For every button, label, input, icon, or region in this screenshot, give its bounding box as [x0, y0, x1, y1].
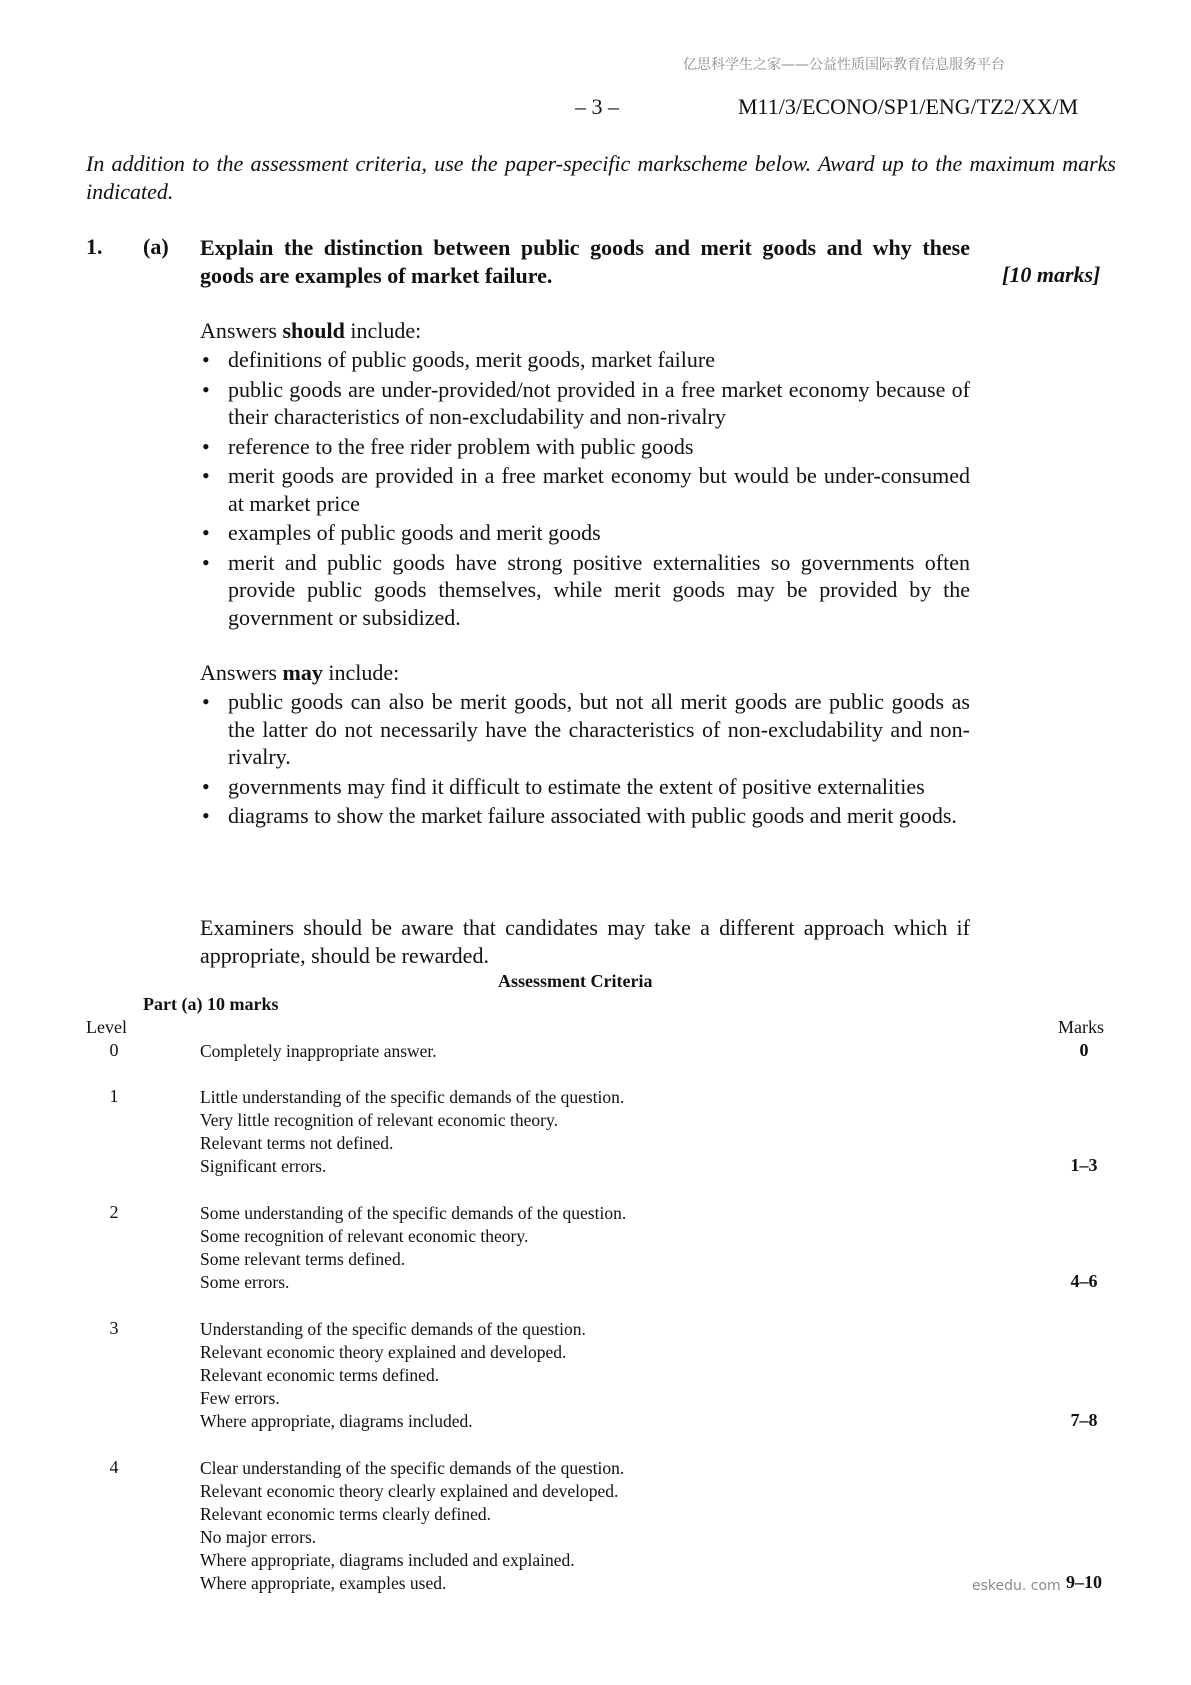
level-descriptor: Clear understanding of the specific demands of the question. Relevant economic theory clearly explained and developed. Relevant economic terms clearly defined. No major errors. Where appropriate, diagrams included and explained. Where appropriate, examples used.: [200, 1458, 625, 1593]
intro-instructions: In addition to the assessment criteria, use the paper-specific markscheme below. Award up to the maximum marks indicated.: [86, 151, 1116, 204]
criteria-part-label: Part (a) 10 marks: [143, 994, 279, 1014]
level-number: 4: [109, 1457, 119, 1477]
list-item: • reference to the free rider problem with public goods: [200, 433, 970, 461]
question-part: (a): [143, 234, 169, 259]
list-item: • merit goods are provided in a free market economy but would be under-consumed at market price: [200, 462, 970, 517]
level-descriptor: Understanding of the specific demands of the question. Relevant economic theory explained and developed. Relevant economic terms defined. Few errors. Where appropriate, diagrams included.: [200, 1319, 586, 1431]
level-marks: 7–8: [1070, 1410, 1098, 1430]
paper-code: M11/3/ECONO/SP1/ENG/TZ2/XX/M: [738, 94, 1079, 119]
level-marks: 4–6: [1070, 1271, 1098, 1291]
should-list: [200, 346, 970, 633]
level-descriptor: Little understanding of the specific demands of the question. Very little recognition of relevant economic theory. Relevant terms not defined. Significant errors.: [200, 1087, 625, 1176]
may-heading: Answers may include:: [200, 660, 400, 685]
list-item: • public goods can also be merit goods, but not all merit goods are public goods as the latter do not necessarily have the characteristics of non-excludability and non-rivalry.: [200, 688, 970, 771]
level-number: 2: [109, 1202, 119, 1222]
level-number: 1: [109, 1086, 119, 1106]
marks-column-header: Marks: [1058, 1017, 1104, 1037]
question-marks: [10 marks]: [1002, 262, 1101, 287]
top-watermark: 亿思科学生之家——公益性质国际教育信息服务平台: [683, 57, 1005, 73]
list-item: • public goods are under-provided/not provided in a free market economy because of their characteristics of non-excludability and non-rivalry: [200, 376, 970, 431]
question-text: Explain the distinction between public goods and merit goods and why these goods are examples of market failure.: [200, 235, 970, 288]
criteria-title: Assessment Criteria: [498, 971, 653, 991]
may-list: [200, 688, 970, 832]
bottom-watermark: eskedu. com: [972, 1578, 1061, 1594]
should-heading: Answers should include:: [200, 318, 422, 343]
level-descriptor: Some understanding of the specific demands of the question. Some recognition of relevant economic theory. Some relevant terms defined. Some errors.: [200, 1203, 627, 1292]
level-column-header: Level: [86, 1017, 127, 1037]
examiners-note: Examiners should be aware that candidates may take a different approach which if appropriate, should be rewarded.: [200, 915, 970, 968]
level-descriptor: Completely inappropriate answer.: [200, 1041, 437, 1061]
level-number: 3: [109, 1318, 119, 1338]
level-marks: 0: [1079, 1040, 1089, 1060]
list-item: • examples of public goods and merit goods: [200, 519, 970, 547]
page-number: – 3 –: [575, 94, 619, 119]
level-marks: 9–10: [1066, 1572, 1102, 1592]
list-item: • merit and public goods have strong positive externalities so governments often provide public goods themselves, while merit goods may be provided by the government or subsidized.: [200, 549, 970, 632]
level-number: 0: [109, 1040, 119, 1060]
list-item: • definitions of public goods, merit goods, market failure: [200, 346, 970, 374]
question-number: 1.: [86, 234, 103, 259]
list-item: • governments may find it difficult to estimate the extent of positive externalities: [200, 773, 970, 801]
level-marks: 1–3: [1070, 1155, 1098, 1175]
list-item: • diagrams to show the market failure associated with public goods and merit goods.: [200, 802, 970, 830]
